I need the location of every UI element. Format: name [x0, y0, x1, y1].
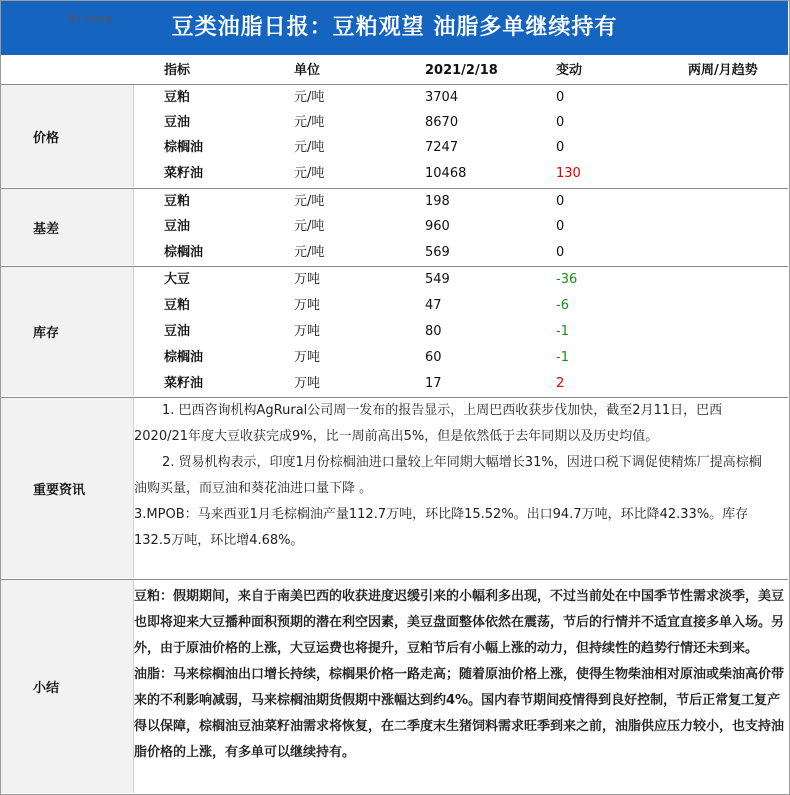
price-unit-2: 元/吨	[294, 115, 325, 130]
price-unit-1: 元/吨	[294, 90, 325, 105]
price-name-4: 菜籽油	[164, 166, 204, 181]
stock-value-3: 80	[425, 324, 442, 339]
price-unit-3: 元/吨	[294, 140, 325, 155]
divider	[133, 267, 134, 396]
header-date: 2021/2/18	[425, 63, 498, 78]
stock-value-1: 549	[425, 272, 450, 287]
basis-unit-3: 元/吨	[294, 245, 325, 260]
basis-change-2: 0	[556, 219, 565, 234]
stock-unit-1: 万吨	[294, 272, 321, 287]
news-item-2: 2. 贸易机构表示，印度1月份棕榈油进口量较上年同期大幅增长31%，因进口税下调促使精炼厂提高棕榈油购买量，而豆油和葵花油进口量下降 。	[134, 455, 762, 496]
bitmap-watermark: Bitmap	[68, 12, 114, 25]
news-item-1: 1. 巴西咨询机构AgRural公司周一发布的报告显示，上周巴西收获步伐加快，截至2月11日，巴西2020/21年度大豆收获完成9%，比一周前高出5%，但是依然低于去年同期以及历史均值。	[134, 403, 723, 444]
summary-meal: 豆粕：假期期间，来自于南美巴西的收获进度迟缓引来的小幅利多出现，不过当前处在中国季节性需求淡季，美豆也即将迎来大豆播种面积预期的潜在利空因素，美豆盘面整体依然在震荡，节后的行情并不适宜直接多单入场。另外，由于原油价格的上涨，大豆运费也将提升，豆粕节后有小幅上涨的动力，但持续性的趋势行情还未到来。	[134, 589, 785, 656]
price-name-3: 棕榈油	[164, 140, 204, 155]
stock-change-5: 2	[556, 376, 565, 391]
header-trend: 两周/月趋势	[688, 63, 758, 78]
stock-change-3: -1	[556, 324, 569, 339]
price-change-4: 130	[556, 166, 581, 181]
section-label-stock: 库存	[1, 267, 133, 396]
price-value-1: 3704	[425, 90, 459, 105]
stock-change-1: -36	[556, 272, 578, 287]
price-value-4: 10468	[425, 166, 467, 181]
basis-value-3: 569	[425, 245, 450, 260]
stock-unit-2: 万吨	[294, 298, 321, 313]
header-indicator: 指标	[164, 63, 191, 78]
price-name-1: 豆粕	[164, 90, 191, 105]
news-item-3: 3.MPOB：马来西亚1月毛棕榈油产量112.7万吨，环比降15.52%。出口94.7万吨，环比降42.33%。库存132.5万吨，环比增4.68%。	[134, 507, 749, 548]
basis-change-1: 0	[556, 194, 565, 209]
section-label-basis: 基差	[1, 189, 133, 265]
stock-value-5: 17	[425, 376, 442, 391]
basis-unit-1: 元/吨	[294, 194, 325, 209]
price-unit-4: 元/吨	[294, 166, 325, 181]
header-unit: 单位	[294, 63, 321, 78]
price-value-2: 8670	[425, 115, 459, 130]
basis-change-3: 0	[556, 245, 565, 260]
basis-value-2: 960	[425, 219, 450, 234]
stock-value-4: 60	[425, 350, 442, 365]
stock-name-3: 豆油	[164, 324, 191, 339]
section-label-price: 价格	[1, 85, 133, 187]
stock-unit-4: 万吨	[294, 350, 321, 365]
news-content	[134, 398, 774, 554]
summary-oils: 油脂：马来棕榈油出口增长持续，棕榈果价格一路走高；随着原油价格上涨，使得生物柴油相对原油或柴油高价带来的不利影响减弱，马来棕榈油期货假期中涨幅达到约4%。国内春节期间疫情得到良好控制，节后正常复工复产得以保障，棕榈油豆油菜籽油需求将恢复，在二季度末生猪饲料需求旺季到来之前，油脂供应压力较小，也支持油脂价格的上涨，有多单可以继续持有。	[134, 667, 785, 760]
report-title: 豆类油脂日报：豆粕观望 油脂多单继续持有	[1, 1, 788, 55]
section-label-summary: 小结	[1, 580, 133, 793]
price-value-3: 7247	[425, 140, 459, 155]
stock-unit-5: 万吨	[294, 376, 321, 391]
basis-name-3: 棕榈油	[164, 245, 204, 260]
stock-name-5: 菜籽油	[164, 376, 204, 391]
divider	[133, 189, 134, 265]
stock-name-2: 豆粕	[164, 298, 191, 313]
section-label-news: 重要资讯	[1, 398, 133, 578]
stock-change-4: -1	[556, 350, 569, 365]
price-change-3: 0	[556, 140, 565, 155]
stock-name-1: 大豆	[164, 272, 191, 287]
basis-name-2: 豆油	[164, 219, 191, 234]
stock-value-2: 47	[425, 298, 442, 313]
summary-content	[134, 584, 784, 766]
stock-change-2: -6	[556, 298, 569, 313]
divider	[133, 85, 134, 187]
stock-unit-3: 万吨	[294, 324, 321, 339]
basis-value-1: 198	[425, 194, 450, 209]
basis-name-1: 豆粕	[164, 194, 191, 209]
price-change-2: 0	[556, 115, 565, 130]
price-change-1: 0	[556, 90, 565, 105]
basis-unit-2: 元/吨	[294, 219, 325, 234]
stock-name-4: 棕榈油	[164, 350, 204, 365]
header-change: 变动	[556, 63, 583, 78]
price-name-2: 豆油	[164, 115, 191, 130]
